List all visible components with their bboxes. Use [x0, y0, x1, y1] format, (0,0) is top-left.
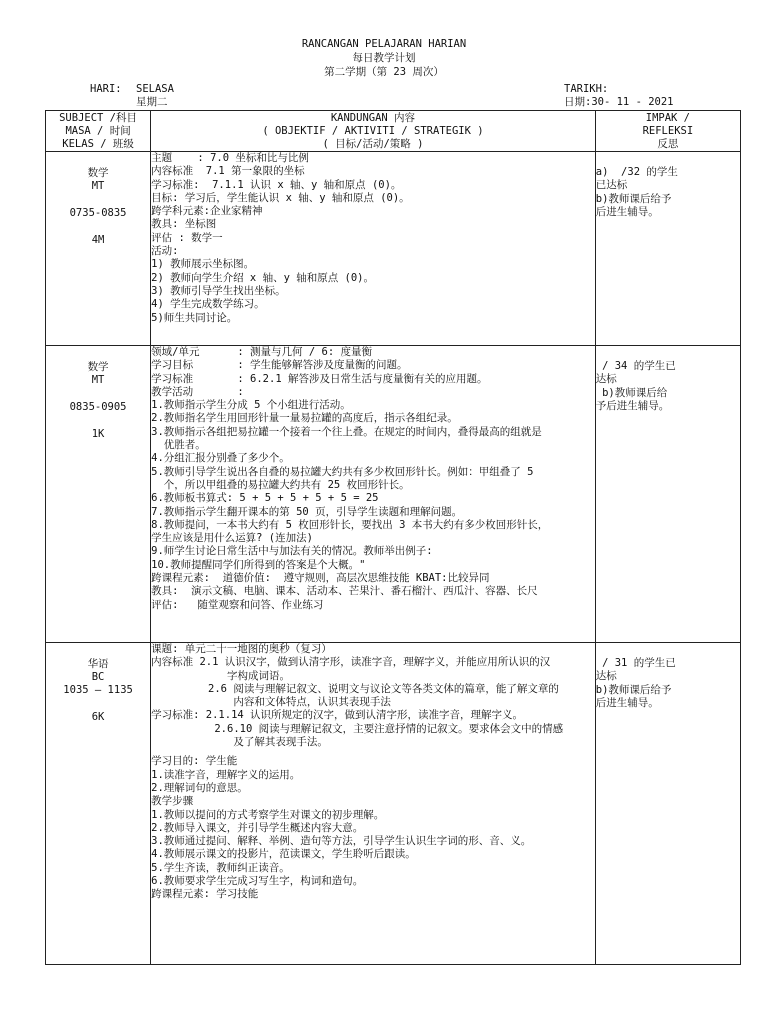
- lesson-time: 1035 – 1135: [63, 684, 133, 696]
- content-line: 领域/单元 : 测量与几何 / 6: 度量衡: [151, 346, 372, 358]
- content-line: 4.教师展示课文的投影片，范读课文，学生聆听后跟读。: [151, 848, 416, 861]
- content-cell: [151, 152, 596, 346]
- tarikh-label: TARIKH:: [564, 83, 609, 95]
- subject-code: BC: [91, 671, 105, 683]
- content-line: 内容标准 2.1 认识汉字，做到认清字形，读准字音，理解字义，并能应用所认识的汉: [151, 656, 551, 669]
- subject-cell: [46, 152, 151, 346]
- content-line: 内容和文体特点，认识其表现手法: [151, 696, 391, 709]
- content-line: 6.教师要求学生完成习写生字，构词和造句。: [151, 875, 364, 888]
- class-name: 6K: [91, 711, 105, 723]
- tarikh-value: 日期:30- 11 - 2021: [564, 96, 674, 108]
- content-line: 2.6 阅读与理解记叙文、说明文与议论文等各类文体的篇章，能了解文章的: [151, 682, 559, 695]
- content-line: 活动:: [151, 245, 179, 258]
- content-line: 学生应该是用什么运算? (连加法): [151, 532, 313, 545]
- header-subject: SUBJECT /科目: [59, 112, 138, 124]
- impact-line: 达标: [595, 670, 617, 683]
- lesson-time: 0735-0835: [69, 207, 127, 219]
- content-line: 学习标准: 7.1.1 认识 x 轴、y 轴和原点 (0)。: [151, 178, 402, 191]
- content-line: 跨学科元素:企业家精神: [151, 205, 263, 218]
- impact-line: a) /32 的学生: [595, 166, 678, 178]
- subject-code: MT: [91, 374, 105, 386]
- header-reflection: REFLEKSI: [642, 125, 694, 137]
- lesson-time: 0835-0905: [69, 401, 127, 413]
- content-line: 5.学生齐读，教师纠正读音。: [151, 861, 290, 874]
- header-impact-cell: [595, 111, 740, 152]
- hari-label: HARI:: [90, 83, 122, 95]
- impact-line: b)教师课后给予: [595, 683, 672, 696]
- content-line: 2.教师指名学生用回形针量一量易拉罐的高度后，指示各组纪录。: [151, 412, 458, 425]
- content-line: 学习目的: 学生能: [151, 755, 238, 768]
- header-content: KANDUNGAN 内容: [330, 112, 416, 124]
- impact-line: / 31 的学生已: [595, 657, 676, 669]
- table-row: [46, 643, 741, 965]
- content-line: 4) 学生完成数学练习。: [151, 298, 265, 311]
- impact-cell: [595, 152, 740, 346]
- content-line: 3.教师指示各组把易拉罐一个接着一个往上叠。在规定的时间内，叠得最高的组就是: [151, 425, 542, 438]
- impact-cell: [595, 346, 740, 643]
- content-line: 1.读准字音，理解字义的运用。: [151, 768, 301, 781]
- content-line: 学习目标 : 学生能够解答涉及度量衡的问题。: [151, 359, 408, 372]
- impact-line: / 34 的学生已: [595, 360, 676, 372]
- content-line: 个，所以甲组叠的易拉罐大约共有 25 枚回形针长。: [151, 478, 410, 491]
- table-row: [46, 346, 741, 643]
- content-line: 5.教师引导学生说出各自叠的易拉罐大约共有多少枚回形针长。例如：甲组叠了 5: [151, 465, 534, 478]
- subject-name: 数学: [87, 167, 109, 179]
- content-line: 2) 教师向学生介绍 x 轴、y 轴和原点 (0)。: [151, 271, 374, 284]
- content-cell: [151, 643, 596, 965]
- subject-code: MT: [91, 180, 105, 192]
- content-line: 评估: 随堂观察和问答、作业练习: [151, 598, 324, 611]
- content-line: 9.师学生讨论日常生活中与加法有关的情况。教师举出例子:: [151, 545, 433, 558]
- content-line: 1.教师以提问的方式考察学生对课文的初步理解。: [151, 808, 385, 821]
- content-line: 目标: 学习后，学生能认识 x 轴、y 轴和原点 (0)。: [151, 191, 410, 204]
- content-line: 教学步骤: [151, 795, 194, 808]
- content-line: 8.教师提问，一本书大约有 5 枚回形针长，要找出 3 本书大约有多少枚回形针长，: [151, 518, 549, 531]
- content-line: 2.理解词句的意思。: [151, 781, 248, 794]
- impact-line: 后进生辅导。: [595, 205, 659, 218]
- impact-line: 后进生辅导。: [595, 696, 659, 709]
- content-line: 10.教师提醒同学们所得到的答案是个大概。": [151, 558, 366, 571]
- content-line: 教具: 坐标图: [151, 218, 217, 231]
- content-line: 学习标准: 2.1.14 认识所规定的汉字，做到认清字形，读准字音，理解字义。: [151, 709, 524, 722]
- content-line: 跨课程元素: 学习技能: [151, 888, 259, 901]
- class-name: 1K: [91, 428, 105, 440]
- content-line: 主题 : 7.0 坐标和比与比例: [151, 152, 309, 164]
- content-line: 学习标准 : 6.2.1 解答涉及日常生活与度量衡有关的应用题。: [151, 372, 488, 385]
- impact-line: 已达标: [595, 179, 628, 192]
- header-objective: ( OBJEKTIF / AKTIVITI / STRATEGIK ): [262, 125, 484, 137]
- document-title-cn: 每日教学计划: [352, 52, 416, 64]
- content-line: 1.教师指示学生分成 5 个小组进行活动。: [151, 399, 351, 412]
- header-subject-cell: [46, 111, 151, 152]
- content-line: 及了解其表现手法。: [151, 736, 328, 749]
- table-header-row: [46, 111, 741, 152]
- impact-line: b)教师课后给: [595, 386, 668, 399]
- content-line: 内容标准 7.1 第一象限的坐标: [151, 165, 305, 178]
- table-row: [46, 152, 741, 346]
- content-line: 优胜者。: [151, 439, 206, 452]
- content-line: 3.教师通过提问、解释、举例、造句等方法，引导学生认识生字词的形、音、义。: [151, 835, 532, 848]
- impact-line: 达标: [595, 373, 617, 386]
- header-reflection-cn: 反思: [657, 138, 679, 150]
- content-line: 1) 教师展示坐标图。: [151, 258, 255, 271]
- content-line: 评估 : 数学一: [151, 231, 223, 244]
- subject-cell: [46, 346, 151, 643]
- content-line: 教具: 演示文稿、电脑、课本、活动本、芒果汁、番石榴汁、西瓜汁、容器、长尺: [151, 585, 538, 598]
- header-impact: IMPAK /: [645, 112, 691, 124]
- header-content-cell: [151, 111, 596, 152]
- content-line: 3) 教师引导学生找出坐标。: [151, 284, 286, 297]
- lesson-plan-table: [45, 110, 741, 965]
- content-line: 2.教师导入课文，并引导学生概述内容大意。: [151, 821, 364, 834]
- content-line: 7.教师指示学生翻开课本的第 50 页，引导学生读题和理解问题。: [151, 505, 463, 518]
- content-line: 课题: 单元二十一地图的奥秒（复习）: [151, 643, 332, 655]
- header-class: KELAS / 班级: [62, 138, 134, 150]
- hari-cn: 星期二: [136, 96, 168, 108]
- subject-name: 数学: [87, 361, 109, 373]
- content-line: 字构成词语。: [151, 669, 290, 682]
- content-line: 教学活动 :: [151, 385, 244, 398]
- content-line: 跨课程元素: 道德价值: 遵守规则，高层次思维技能 KBAT:比较异同: [151, 572, 490, 585]
- impact-line: 予后进生辅导。: [595, 399, 670, 412]
- subject-name: 华语: [87, 658, 109, 670]
- content-line: 6.教师板书算式: 5 + 5 + 5 + 5 + 5 = 25: [151, 492, 379, 505]
- content-line: 4.分组汇报分别叠了多少个。: [151, 452, 290, 465]
- class-name: 4M: [91, 234, 105, 246]
- term-label: 第二学期（第 23 周次）: [324, 66, 444, 78]
- content-cell: [151, 346, 596, 643]
- content-line: 2.6.10 阅读与理解记叙文，主要注意抒情的记叙文。要求体会文中的情感: [151, 722, 564, 735]
- header-time: MASA / 时间: [65, 125, 131, 137]
- subject-cell: [46, 643, 151, 965]
- impact-cell: [595, 643, 740, 965]
- content-line: 5)师生共同讨论。: [151, 311, 238, 324]
- header-objective-cn: ( 目标/活动/策略 ): [322, 138, 424, 150]
- document-title: RANCANGAN PELAJARAN HARIAN: [301, 38, 467, 50]
- hari-value: SELASA: [136, 83, 174, 95]
- impact-line: b)教师课后给予: [595, 192, 672, 205]
